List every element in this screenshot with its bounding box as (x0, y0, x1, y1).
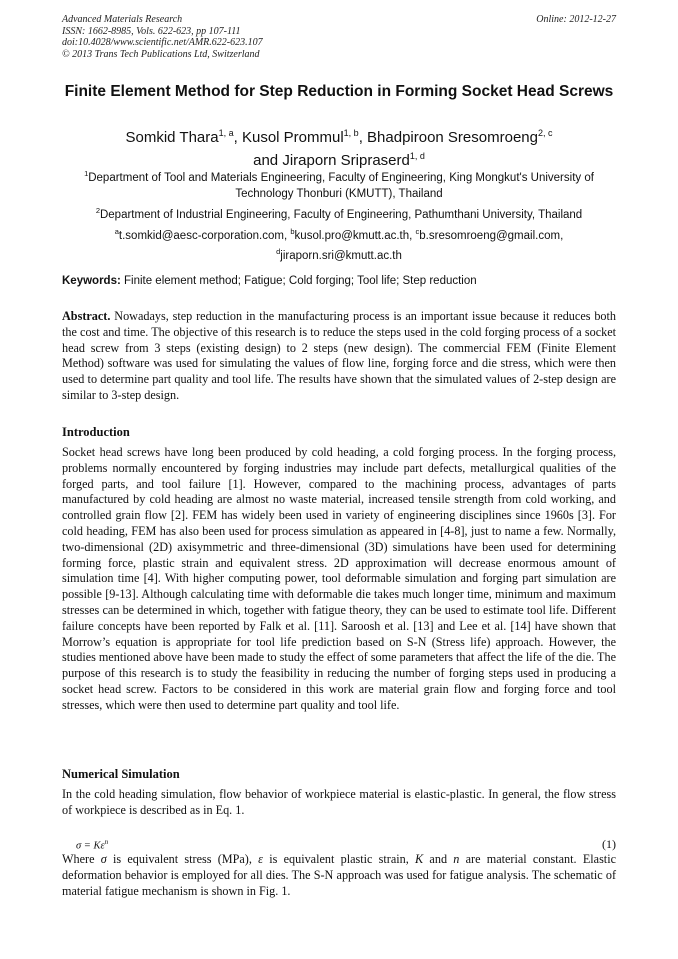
paper-title: Finite Element Method for Step Reduction in Forming Socket Head Screws (64, 83, 614, 100)
k-symbol: K (415, 852, 424, 866)
email-link[interactable]: t.somkid@aesc-corporation.com (118, 229, 284, 242)
epsilon-symbol: ε (258, 852, 263, 866)
journal-header (62, 14, 616, 60)
abstract-label: Abstract. (62, 309, 111, 323)
abstract-text: Nowadays, step reduction in the manufacturing process is an important issue because it reduces both the cost and time. The objective of this research is to reduce the steps used in the cold forging process of a socket head screw from 3 steps (existing design) to 2 steps (new design). The commercial FEM (Finite Element Method) software was used for simulating the values of flow line, forging force and die stress, which were then used to determine part quality and tool life. The results have shown that the simulated values of 2-step design are similar to 3-step design. (62, 309, 616, 402)
introduction-text: Socket head screws have long been produced by cold heading, a cold forging process. In the forging process, problems normally encountered by forging industries may include part defects, metallurgical qualities of the forged parts, and tool failure [1]. However, compared to the machining process, advantages of parts manufactured by cold heading are almost no waste material, increased tensile strength from cold working, and controlled grain flow [2]. FEM has widely been used in variety of engineering disciplines since 1960s [3]. For cold heading, FEM has also been used for process simulation as appeared in [4-8], just to name a few. Normally, two-dimensional (2D) axisymmetric and three-dimensional (3D) simulations have been used for determining forming force, plastic strain and equivalent stress. 2D approximation will decrease enormous amount of simulation time [4]. With higher computing power, tool deformable simulation and forging part simulation are possible [9-13]. Although calculating time with deformable die takes much longer time, minimum and maximum stresses can be determined in which, together with fatigue theory, they can be used to estimate tool life. Different failure concepts have been reported by Falk et al. [11]. Saroosh et al. [13] and Lee et al. [14] have shown that Morrow’s equation is appropriate for tool life prediction based on S-N (Stress life) approach. However, the studies mentioned above have been made to study the effect of some parameters that affect the life of the die. The purpose of this research is to study the feasibility in reducing the number of forging steps used in producing a socket head screw. Factors to be considered in this work are material grain flow and forging force and tool stresses, which were then used to determine part quality and tool life. (62, 445, 616, 712)
author-superscript: 2, c (537, 128, 553, 138)
sigma-symbol: σ (100, 852, 107, 866)
equation-explanation: Where σ is equivalent stress (MPa), ε is equivalent plastic strain, K and n are material constant. Elastic deformation behavior is employed for all dies. The S-N approach was used for fatigue analysis. The schematic of material fatigue mechanism is shown in Fig. 1. (62, 852, 616, 898)
introduction-heading: Introduction (62, 425, 130, 439)
abstract (62, 309, 616, 404)
email-list: $^a$t.somkid@aesc-corporation.com, $^b$kusol.pro@kmutt.ac.th, $^c$b.sresomroeng@gmail.com, $^d$jiraporn.sri@kmutt.ac.th (114, 227, 564, 262)
keywords (62, 274, 616, 289)
affiliation-2: $^2$Department of Industrial Engineering, Faculty of Engineering, Pathumthani University, Thailand (95, 206, 583, 221)
email-link[interactable]: b.sresomroeng@gmail.com (419, 229, 561, 242)
author-superscript: 1, a (218, 128, 234, 138)
author-name: Jiraporn Sripraserd (282, 152, 410, 169)
issn-line: ISSN: 1662-8985, Vols. 622-623, pp 107-111 (62, 25, 241, 37)
affiliation-1: $^1$Department of Tool and Materials Engineering, Faculty of Engineering, King Mongkut's University of Technology Thonburi (KMUTT), Thailand (84, 169, 594, 200)
email-link[interactable]: kusol.pro@kmutt.ac.th (294, 229, 410, 242)
author-name: Bhadpiroon Sresomroeng (367, 129, 538, 146)
author-superscript: 1, b (343, 128, 359, 138)
author-name: Kusol Prommul (241, 129, 344, 146)
keywords-label: Keywords: (62, 275, 121, 287)
journal-name: Advanced Materials Research (62, 14, 183, 25)
numerical-simulation-text: In the cold heading simulation, flow behavior of workpiece material is elastic-plastic. In general, the flow stress of workpiece is described as in Eq. 1. (62, 787, 616, 817)
numerical-simulation-heading: Numerical Simulation (62, 767, 180, 781)
n-symbol: n (453, 852, 460, 866)
author-name: Somkid Thara (125, 129, 219, 146)
email-link[interactable]: jiraporn.sri@kmutt.ac.th (280, 249, 402, 262)
author-list: Somkid Thara$^{1, a}$, Kusol Prommul$^{1, b}$, Bhadpiroon Sresomroeng$^{2, c}$ and Jiraporn Sripraserd$^{1, d}$ (125, 128, 553, 169)
doi-line: doi:10.4028/www.scientific.net/AMR.622-623.107 (62, 37, 263, 48)
online-date: Online: 2012-12-27 (536, 14, 616, 25)
equation-expression: $\sigma = K\varepsilon^n$ (76, 838, 109, 852)
author-superscript: 1, d (409, 151, 425, 161)
keywords-text: Finite element method; Fatigue; Cold forging; Tool life; Step reduction (120, 275, 477, 287)
equation-number: (1) (602, 837, 616, 851)
equation-1 (62, 837, 616, 853)
copyright-line: © 2013 Trans Tech Publications Ltd, Switzerland (62, 48, 260, 60)
